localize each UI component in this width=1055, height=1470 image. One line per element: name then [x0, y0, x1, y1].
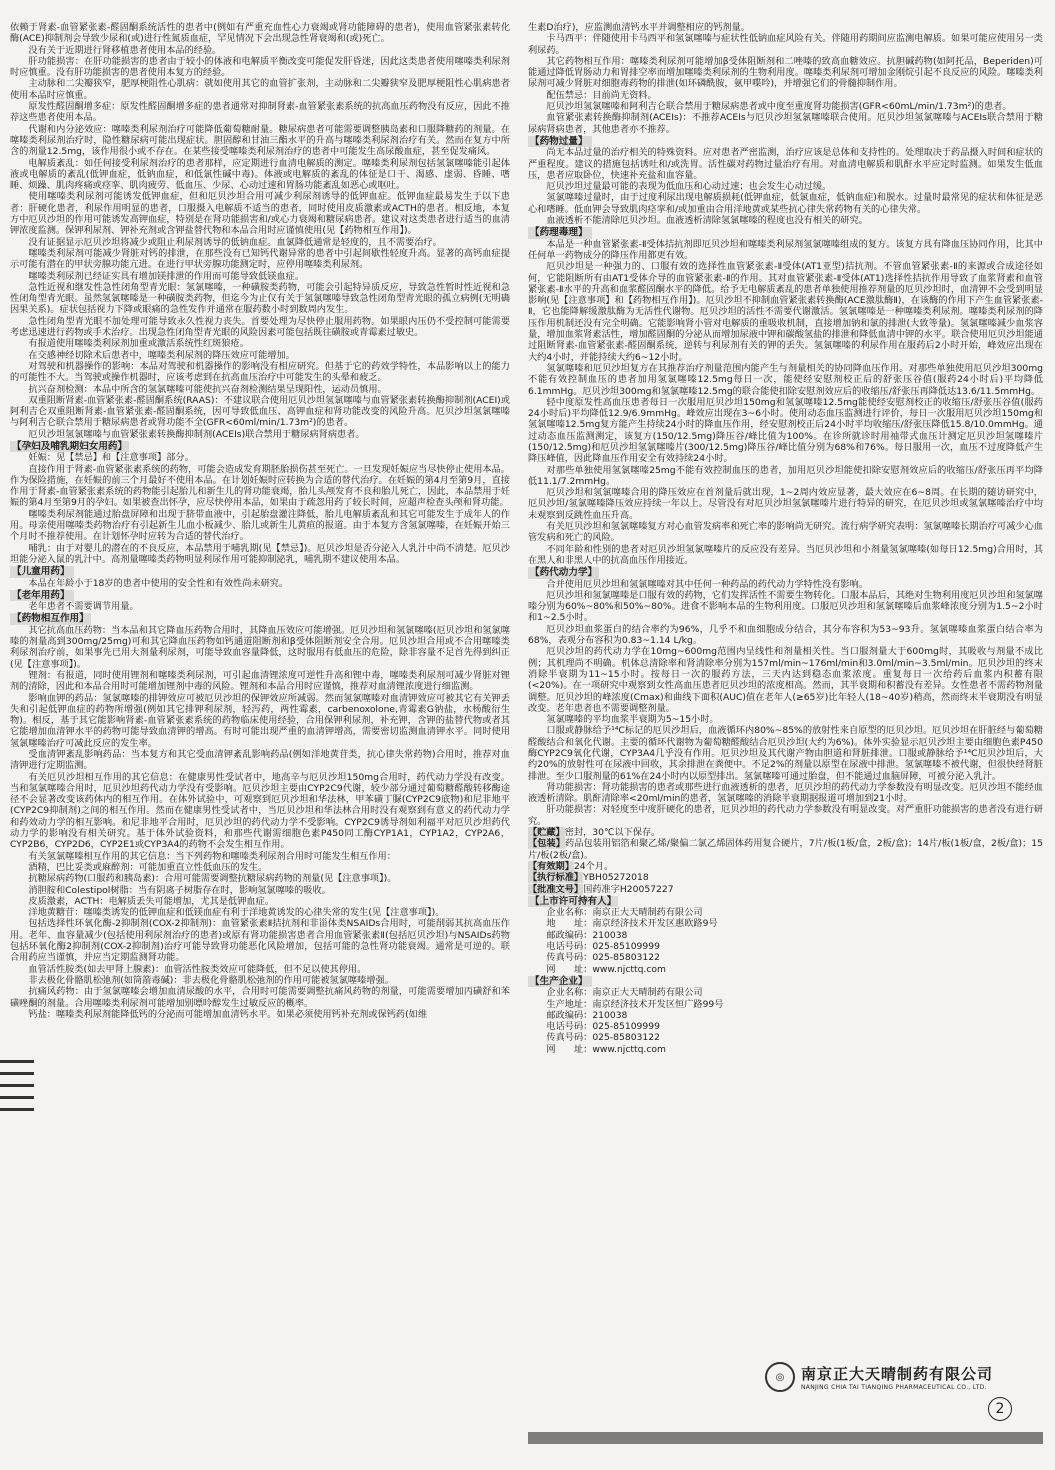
section-header [10, 612, 510, 624]
section-header [10, 589, 510, 601]
body-paragraph: 使用噻嗪类利尿剂可能诱发低钾血症，但和厄贝沙坦合用可减少利尿剂诱导的低钾血症。低钾血症最易发生于以下患者：肝硬化患者，利尿作用明显的患者，口服摄入电解质不适当的患者，同时使用皮质激素或ACTH的患者。相反地，本复方中厄贝沙坦的作用可能诱发高钾血症，特别是在肾功能损害和/或心力衰竭和糖尿病患者。建议对这类患者进行适当的血清钾浓度监测。保钾利尿剂、钾补充剂或含钾盐替代物和本品合用时应谨慎使用(见【药物相互作用】)。 [10, 191, 510, 237]
body-paragraph: 抗兴奋剂检测：本品中所含的氢氯噻嗪可能使抗兴奋剂检测结果呈现阳性，运动员慎用。 [28, 383, 387, 395]
company-name-en: NANJING CHIA TAI TIANQING PHARMACEUTICAL CO., LTD. [801, 1384, 987, 1391]
body-paragraph: 噻嗪类利尿剂已经证实具有增加镁排泄的作用而可能导致低镁血症。 [28, 270, 305, 282]
body-paragraph: 妊娠：见【禁忌】和【注意事项】部分。 [28, 452, 194, 464]
body-paragraph: 配伍禁忌：目前尚无资料。 [546, 89, 657, 101]
section-heading: 【药物相互作用】 [12, 613, 89, 625]
body-paragraph: 肝功能损害：对轻度至中度肝硬化的患者，厄贝沙坦的药代动力学参数没有明显改变。对严重肝功能损害的患者没有进行研究。 [528, 804, 1043, 827]
contact-line: 企业名称：南京正大天晴制药有限公司 [546, 907, 703, 919]
body-paragraph: 其它抗高血压药物：当本品和其它降血压药物合用时，其降血压效应可能增强。厄贝沙坦和氢氯噻嗪(厄贝沙坦和氢氯噻嗪的剂量高到300mg/25mg)可和其它降血压药物如钙通道阻断剂和β受体阻断剂安全合用。厄贝沙坦合用或不合用噻嗪类利尿剂治疗前，如果事先已用大剂量利尿剂，可能导致血容量降低，这时服用有低血压的危险，除非容量不足首先得到纠正(见【注意事项】)。 [10, 624, 510, 670]
section-heading: 【老年用药】 [10, 590, 74, 601]
body-paragraph: 受血清钾紊乱影响药品：当本复方和其它受血清钾紊乱影响药品(例如洋地黄苷类，抗心律失常药物)合用时，推荐对血清钾进行定期监测。 [10, 749, 510, 772]
section-heading: 【药物过量】 [528, 136, 592, 147]
section-heading: 【药代动力学】 [530, 567, 598, 579]
section-heading: 【药理毒理】 [528, 227, 592, 238]
info-field [528, 838, 1043, 861]
field-label: 【贮藏】 [528, 827, 565, 839]
body-paragraph: 不同年龄和性别的患者对厄贝沙坦氢氯噻嗪片的反应没有差异。当厄贝沙坦和小剂量氢氯噻嗪(如每日12.5mg)合用时，其在黑人和非黑人中的抗高血压作用接近。 [528, 543, 1043, 566]
body-paragraph: 急性近视和继发性急性闭角型青光眼：氢氯噻嗪，一种磺胺类药物，可能会引起特异质反应，导致急性暂时性近视和急性闭角型青光眼。虽然氢氯噻嗪是一种磺胺类药物，但迄今为止仅有关于氢氯噻嗪导致急性闭角型青光眼的孤立病例(无明确因果关系)。症状包括视力下降或眼痛的急性发作并通常在服药数小时到数周内发生。 [10, 281, 510, 316]
section-header [528, 566, 1043, 578]
section-header [10, 565, 510, 577]
body-paragraph: 老年患者不需要调节用量。 [28, 601, 139, 613]
section-heading: 【孕妇及哺乳期妇女用药】 [12, 440, 128, 452]
body-paragraph: 肾功能损害：肾功能损害的患者或那些进行血液透析的患者，厄贝沙坦的药代动力学参数没有明显改变。厄贝沙坦不能经血液透析清除。肌酐清除率<20ml/min的患者，氢氯噻嗪的消除半衰期据报道可增加到21小时。 [528, 781, 1043, 805]
body-paragraph: 代谢和内分泌效应：噻嗪类利尿剂治疗可能降低葡萄糖耐量。糖尿病患者可能需要调整胰岛素和口服降糖药的剂量。在噻嗪类利尿剂治疗时，隐性糖尿病可能出现症状。胆固醇和甘油三酯水平的升高与噻嗪类利尿剂治疗有关。然而在复方中所含的剂量12.5mg，该作用很小或不存在。在某些接受噻嗪类利尿剂治疗的患者中可能发生高尿酸血症，甚至促发痛风。 [10, 123, 510, 158]
company-logo [765, 1362, 1045, 1392]
body-paragraph: 厄贝沙坦是一种强力的、口服有效的选择性血管紧张素-Ⅱ受体(AT1亚型)拮抗剂。不管血管紧张素-Ⅱ的来源或合成途径如何，它能阻断所有由AT1受体介导的血管紧张素-Ⅱ的作用。其对血管紧张素-Ⅱ受体(AT1)选择性拮抗作用导致了血浆肾素和血管紧张素-Ⅱ水平的升高和血浆醛固酮水平的降低。给予无电解质紊乱的患者单独使用推荐剂量的厄贝沙坦时，血清钾不会受到明显影响(见【注意事项】和【药物相互作用】)。厄贝沙坦不抑制血管紧张素转换酶(ACE激肽酶Ⅱ)，在该酶的作用下产生血管紧张素-Ⅱ，它也能降解缓激肽酶为无活性代谢物。厄贝沙坦的活性不需要代谢激活。氢氯噻嗪是一种噻嗪类利尿剂。噻嗪类利尿剂的降压作用机制还没有完全明确。它能影响肾小管对电解质的重吸收机制，直接增加钠和氯的排泄(大致等量)。氢氯噻嗪减少血浆容量，增加血浆肾素活性，增加醛固酮的分泌从而增加尿液中钾和碳酸氢盐的排泄和降低血清中钾的水平。联合使用厄贝沙坦能通过阻断肾素-血管紧张素-醛固酮系统，逆转与利尿剂有关的钾的丢失。氢氯噻嗪的利尿作用在服药后2小时开始，峰效应出现在大约4小时，并能持续大约6~12小时。 [528, 261, 1043, 363]
body-paragraph: 有关厄贝沙坦和氢氯噻嗪复方对心血管发病率和死亡率的影响尚无研究。流行病学研究表明：氢氯噻嗪长期治疗可减少心血管发病和死亡的风险。 [528, 521, 1043, 544]
body-paragraph: 原发性醛固酮增多症：原发性醛固酮增多症的患者通常对抑制肾素-血管紧张素系统的抗高血压药物没有反应，因此不推荐这些患者使用本品。 [10, 101, 510, 124]
body-paragraph: 急性闭角型青光眼不加处理可能导致永久性视力丧失。首要处理为尽快停止服用药物。如果眼内压仍不受控制可能需要考虑迅速进行药物或手术治疗。出现急性闭角型青光眼的风险因素可能包括既往磺胺或青霉素过敏史。 [10, 315, 510, 339]
field-label: 【有效期】 [528, 860, 574, 872]
body-paragraph: 锂剂：有报道，同时使用锂剂和噻嗪类利尿剂，可引起血清锂浓度可逆性升高和锂中毒，噻嗪类利尿剂可减少肾脏对锂剂的清除，因此和本品合用时可能增加锂剂中毒的风险。锂剂和本品合用时应谨慎，推荐对血清锂浓度进行细监测。 [10, 669, 510, 693]
field-value: 国药准字H20057227 [583, 883, 674, 895]
body-paragraph: 厄贝沙坦的药代动力学在10mg~600mg范围内呈线性和剂量相关性。当口服剂量大于600mg时，其吸收与剂量不成比例；其机理尚不明确。机体总清除率和肾清除率分别为157ml/min~176ml/min和3.0ml/min~3.5ml/min。厄贝沙坦的终末消除半衰期为11~15小时。按每日一次的服药方法，三天内达到稳态血浆浓度。重复每日一次给药后血浆内积蓄有限(<20%)。在一项研究中观察到女性高血压患者厄贝沙坦的浓度相高。然而，其半衰期和积蓄没有差异。女性患者不需药物剂量调整。厄贝沙坦的峰浓度(Cmax)和曲线下面积(AUC)值在老年人(≥65岁)比年轻人(18~40岁)稍高，然而终末半衰期没有明显改变。老年患者也不需要调整剂量。 [528, 646, 1043, 714]
margin-marks [0, 1060, 40, 1120]
body-paragraph: 没有证据显示厄贝沙坦将减少或阻止利尿剂诱导的低钠血症。血氯降低通常是轻度的，且不需要治疗。 [28, 236, 442, 248]
contact-line: 电话号码：025-85109999 [546, 1021, 660, 1033]
body-paragraph: 酒精，巴比妥类或麻醉剂：可能加重直立性低血压的发生。 [28, 861, 268, 873]
body-paragraph: 主动脉和二尖瓣狭窄，肥厚梗阻性心肌病：就如使用其它的血管扩张剂，主动脉和二尖瓣狭窄及肥厚梗阻性心肌病患者使用本品时应慎重。 [10, 78, 510, 101]
body-paragraph: 噻嗪类利尿剂能通过胎盘屏障和出现于脐带血液中，引起胎盘灌注降低，胎儿电解质紊乱和其它可能发生于成年人的作用。母亲使用噻嗪类药物治疗有引起新生儿血小板减少、胎儿或新生儿黄疸的报道。由于本复方含氢氯噻嗪，在妊娠开始三个月时不推荐使用。在计划怀孕时应转为合适的替代治疗。 [10, 508, 510, 543]
section-header [528, 135, 1043, 147]
body-paragraph: 氢氯噻嗪的平均血浆半衰期为5~15小时。 [546, 714, 719, 726]
body-paragraph: 有关氢氯噻嗪相互作用的其它信息：当下列药物和噻嗪类利尿剂合用时可能发生相互作用： [28, 850, 396, 862]
body-paragraph: 直接作用于肾素-血管紧张素系统的药物，可能会造成发育期胚胎损伤甚至死亡。一旦发现妊娠应当尽快停止使用本品。作为保险措施，在妊娠的前三个月最好不使用本品。在计划妊娠时应转换为合适的替代治疗。在妊娠的第4月至第9月，直接作用于肾素-血管紧张素系统的药物能引起胎儿和新生儿的肾功能衰竭，胎儿头颅发育不良和胎儿死亡，因此，本品禁用于妊娠的第4月至第9月的孕妇。如果被查出怀孕，应尽快停用本品，如果由于疏忽用药了较长时间，应超声检查头颅和肾功能。 [10, 463, 510, 509]
body-paragraph: 噻嗪类利尿剂可能减少肾脏对钙的排泄，在那些没有已知钙代谢异常的患者中引起间歇性轻度升高。显著的高钙血症提示可能有潜在的甲状旁腺功能亢进。在进行甲状旁腺功能测定时，应停用噻嗪类利尿剂。 [10, 247, 510, 271]
body-paragraph: 在交感神经切除术后患者中，噻嗪类利尿剂的降压效应可能增加。 [28, 349, 295, 361]
body-paragraph: 没有关于近期进行肾移植患者使用本品的经验。 [28, 44, 222, 56]
body-paragraph: 包括选择性环氧化酶-2抑制剂(COX-2抑制剂)：血管紧张素Ⅱ拮抗剂和非甾体类NSAIDs合用时，可能削弱其抗高血压作用。老年、血容量减少(包括使用利尿剂治疗的患者)或原有肾功能损害患者合用血管紧张素Ⅱ(包括厄贝沙坦)与NSAIDs药物包括环氧化酶2抑制剂(COX-2抑制剂)治疗可能导致肾功能恶化风险增加，包括可能的急性肾功能衰竭。通常是可逆的。联合用药应当谨慎，并应当定期监测肾功能。 [10, 918, 510, 964]
section-heading: 【上市许可持有人】 [530, 895, 617, 907]
field-value: 密封，30℃以下保存。 [564, 827, 661, 839]
body-paragraph: 尚无本品过量的治疗相关的特殊资料。应对患者严密监测，治疗应该是总体和支持性的。处理取决于药品摄入时间和症状的严重程度。建议的措施包括诱吐和/或洗胃。活性碳对药物过量治疗有用。对血清电解质和肌酐水平应定时监测。如果发生低血压，患者应取卧位，快速补充盐和血容量。 [528, 147, 1043, 181]
body-paragraph: 消胆胺和Colestipol树脂：当有阴离子树脂存在时，影响氢氯噻嗪的吸收。 [28, 884, 331, 896]
body-paragraph: 对那些单独使用氢氯噻嗪25mg不能有效控制血压的患者，加用厄贝沙坦能使扣除安慰剂效应后的收缩压/舒张压再平均降低11.1/7.2mmHg。 [528, 464, 1043, 487]
body-paragraph: 氢氯噻嗪过量时，由于过度利尿出现电解质损耗(低钾血症，低氯血症，低钠血症)和脱水。过量时最常见的症状和体征是恶心和嗜睡。低血钾会导致肌肉痉挛和/或加重由合用洋地黄或某些抗心律失常药物有关的心律失常。 [528, 192, 1043, 215]
section-header [528, 226, 1043, 238]
page-number: 2 [988, 1397, 1012, 1421]
body-paragraph: 氢氯噻嗪和厄贝沙坦复方在其推荐治疗剂量范围内能产生与剂量相关的协同降血压作用。对那些单独使用厄贝沙坦300mg不能有效控制血压的患者加用氢氯噻嗪12.5mg每日一次，能使经安慰剂校正后的舒张压谷值(服药24小时后)平均降低6.1mmHg。厄贝沙坦300mg和氢氯噻嗪12.5mg的联合能使扣除安慰剂效应后的收缩压/舒张压再降低达13.6/11.5mmHg。 [528, 362, 1043, 397]
info-field [528, 827, 1043, 838]
body-paragraph: 抗痛风药物：由于氢氯噻嗪会增加血清尿酸的水平，合用时可能需要调整抗痛风药物的剂量，可能需要增加丙磺舒和苯磺唑酮的剂量。合用噻嗪类利尿剂可能增加别嘌呤醇发生过敏反应的概率。 [10, 986, 510, 1009]
section-header [10, 440, 510, 452]
body-paragraph: 抗糖尿病药物(口服药和胰岛素)：合用可能需要调整抗糖尿病药物的剂量(见【注意事项】)。 [28, 873, 397, 885]
body-paragraph: 厄贝沙坦和氢氯噻嗪是口服有效的药物，它们发挥活性不需要生物转化。口服本品后，其绝对生物利用度厄贝沙坦和氢氯噻嗪分别为60%~80%和50%~80%。进食不影响本品的生物利用度。口服厄贝沙坦和氢氯噻嗪后血浆峰浓度分别为1.5~2小时和1~2.5小时。 [528, 589, 1043, 624]
contact-line: 邮政编码：210038 [546, 929, 628, 941]
body-paragraph: 影响血钾的药品：氢氯噻嗪的排钾效应可被厄贝沙坦的保钾效应所减弱。然而氢氯噻嗪对血清钾效应可被其它有关钾丢失和引起低钾血症的药物所增强(例如其它排钾利尿剂，轻泻药，两性霉素，carbenoxolone,青霉素G钠盐，水杨酸衍生物)。相反，基于其它能影响肾素-血管紧张素系统的药物临床使用经验，合用保钾利尿剂，补充钾，含钾的盐替代物或者其它能增加血清钾水平的药物可能导致血清钾的增高。有时可能出现严重的血清钾增高，需要密切监测血清钾水平。同时使用氢氯噻嗪治疗可减此反应的发生率。 [10, 692, 510, 749]
body-paragraph: 有报道使用噻嗪类利尿剂加重或激活系统性红斑狼疮。 [28, 338, 249, 350]
contact-line: 企业名称：南京正大天晴制药有限公司 [546, 987, 703, 999]
right-text-column [528, 22, 1043, 1322]
contact-line: 传真号码：025-85803122 [546, 1032, 660, 1044]
body-paragraph: 厄贝沙坦氢氯噻嗪和阿利吉仑联合禁用于糖尿病患者或中度至重度肾功能损害(GFR<60mL/min/1.73m²)的患者。 [546, 101, 1012, 113]
body-paragraph: 本品在年龄小于18岁的患者中使用的安全性和有效性尚未研究。 [28, 577, 289, 589]
body-paragraph: 洋地黄糖苷：噻嗪类诱发的低钾血症和低镁血症有利于洋地黄诱发的心律失常的发生(见【注意事项】)。 [28, 907, 445, 919]
body-paragraph: 厄贝沙坦血浆蛋白的结合率约为96%，几乎不和血细胞成分结合，其分布容积为53~93升。氢氯噻嗪血浆蛋白结合率为68%，表观分布容积为0.83~1.14 L/kg。 [528, 623, 1043, 647]
field-label: 【包装】 [528, 838, 566, 850]
contact-line: 网 址：www.njcttq.com [546, 1043, 666, 1055]
contact-line: 电话号码：025-85109999 [546, 941, 660, 953]
body-paragraph: 肝功能损害：在肝功能损害的患者由于较小的体液和电解质平衡改变可能促发肝昏迷，因此这类患者使用噻嗪类利尿剂时应慎重。没有肝功能损害的患者使用本复方的经验。 [10, 55, 510, 79]
field-label: 【执行标准】 [528, 872, 584, 884]
body-paragraph: 电解质紊乱：如任何接受利尿剂治疗的患者那样，应定期进行血清电解质的测定。噻嗪类利尿剂包括氢氯噻嗪能引起体液或电解质的紊乱(低钾血症，低钠血症，和低氯性碱中毒)。体液或电解质的紊乱的体征是口干、渴感、虚弱、昏睡、嗜睡、烦躁、肌肉疼痛或痉挛、肌肉疲劳、低血压、少尿、心动过速和胃肠功能紊乱如恶心或呕吐。 [10, 157, 510, 192]
body-paragraph: 合并使用厄贝沙坦和氢氯噻嗪对其中任何一种药品的药代动力学特性没有影响。 [546, 578, 868, 590]
field-value: YBH05272018 [583, 872, 649, 884]
body-paragraph: 生素D治疗)，应监测血清钙水平并调整相应的钙剂量。 [528, 22, 750, 33]
company-name-cn: 南京正大天晴制药有限公司 [801, 1365, 994, 1383]
body-paragraph: 厄贝沙坦和氢氯噻嗪合用的降压效应在首剂量后就出现，1~2周内效应显著，最大效应在6~8周。在长期的随访研究中，厄贝沙坦/氢氯噻嗪降压效应持续一年以上。尽管没有对厄贝沙坦氢氯噻嗪片进行特异的研究，在厄贝沙坦或氢氯噻嗪治疗中均未观察到反跳性血压升高。 [528, 487, 1043, 521]
section-heading: 【儿童用药】 [10, 566, 74, 577]
body-paragraph: 血管活性胺类(如去甲肾上腺素)：血管活性胺类效应可能降低，但不足以使其停用。 [28, 963, 367, 975]
section-heading: 【生产企业】 [528, 976, 592, 987]
body-paragraph: 哺乳：由于对婴儿的潜在的不良反应，本品禁用于哺乳期(见【禁忌】)。厄贝沙坦是否分泌入人乳汁中尚不清楚。厄贝沙坦能分泌入鼠的乳汁中。高剂量噻嗪类药物明显利尿作用可能抑制泌乳，哺乳期不建议使用本品。 [10, 542, 510, 565]
body-paragraph: 厄贝沙坦过量最可能的表现为低血压和心动过速；也会发生心动过缓。 [546, 181, 832, 193]
body-paragraph: 卡马西平：伴随使用卡马西平和氢氯噻嗪与症状性低钠血症风险有关。伴随用药期间应监测电解质。如果可能应使用另一类利尿药。 [528, 33, 1043, 56]
contact-line: 网 址：www.njcttq.com [546, 963, 666, 975]
chia-tai-logo-icon: ◎ [765, 1362, 795, 1392]
contact-line: 生产地址：南京经济技术开发区恒广路99号 [546, 998, 724, 1010]
body-paragraph: 轻中度原发性高血压患者每日一次服用厄贝沙坦150mg和氢氯噻嗪12.5mg能使经安慰剂校正的收缩压/舒张压谷值(服药24小时后)平均降低12.9/6.9mmHg。峰效应出现在3~6小时。使用动态血压监测进行评价，每日一次服用厄贝沙坦150mg和氢氯噻嗪12.5mg复方能产生持续24小时的降血压作用，经安慰剂校正后24小时平均收缩压/舒张压降低15.8/10.0mmHg。通过动态血压监测测定，该复方(150/12.5mg)降压谷/峰比值为100%。在诊所就诊时用袖带式血压计测定厄贝沙坦氢噻嗪片(150/12.5mg)和厄贝沙坦氢氯噻嗪片(300/12.5mg)降压谷/峰比值分别为68%和76%。每日服用一次，血压不过度降低产生降压峰值，因此降血压作用安全有效持续24小时。 [528, 396, 1043, 465]
body-paragraph: 血液透析不能清除厄贝沙坦。血液透析清除氢氯噻嗪的程度也没有相关的研究。 [546, 215, 868, 227]
info-field [528, 884, 1043, 895]
body-paragraph: 钙盐：噻嗪类利尿剂能降低钙的分泌而可能增加血清钙水平。如果必须使用钙补充剂或保钙药(如维 [28, 1008, 428, 1020]
body-paragraph: 厄贝沙坦氢氯噻嗪与血管紧张素转换酶抑制剂(ACEIs)联合禁用于糖尿病肾病患者。 [28, 428, 365, 440]
body-paragraph: 依赖于肾素-血管紧张素-醛固酮系统活性的患者中(例如有严重充血性心力衰竭或肾功能障碍的患者)，使用血管紧张素转化酶(ACE)抑制剂会导致少尿和(或)进行性氮质血症，罕见情况下会出现急性肾衰竭和(或)死亡。 [10, 22, 510, 45]
body-paragraph: 对驾驶和机器操作的影响：本品对驾驶和机器操作的影响没有相应研究。但基于它的药效学特性，本品影响以上的能力的可能性不大。当驾驶或操作机器时，应该考虑到在抗高血压治疗中可能发生的头晕和疲乏。 [10, 360, 510, 384]
field-value: 药品包装用铝箔和聚乙烯/聚偏二氯乙烯固体药用复合硬片，7片/板(1板/盒，2板/盒)；14片/板(1板/盒，2板/盒)；15片/板(2板/盒)。 [528, 838, 1043, 861]
body-paragraph: 皮质激素，ACTH：电解质丢失可能增加，尤其是低钾血症。 [28, 895, 274, 907]
contact-line: 邮政编码：210038 [546, 1009, 628, 1021]
section-header [528, 975, 1043, 987]
body-paragraph: 其它药物相互作用：噻嗪类利尿剂可能增加β受体阻断剂和二唑嗪的致高血糖效应。抗胆碱药物(如阿托品，Beperiden)可能通过降低胃肠动力和胃排空率而增加噻嗪类利尿剂的生物利用度。噻嗪类利尿剂可增加金刚烷引起不良反应的风险。噻嗪类利尿剂可减少肾脏对细胞毒药物的排泄(如环磷酰胺，氨甲喋呤)，并增强它们的骨髓抑制作用。 [528, 55, 1043, 90]
info-field [528, 861, 1043, 872]
field-value: 24个月。 [573, 860, 614, 872]
body-paragraph: 血管紧张素转换酶抑制剂(ACEIs)：不推荐ACEIs与厄贝沙坦氢氯噻嗪联合使用。厄贝沙坦氢氯噻嗪与ACEIs联合禁用于糖尿病肾病患者，其他患者亦不推荐。 [528, 112, 1043, 135]
contact-line: 传真号码：025-85803122 [546, 952, 660, 964]
body-paragraph: 本品是一种血管紧张素-Ⅱ受体拮抗剂即厄贝沙坦和噻嗪类利尿剂氢氯噻嗪组成的复方。该复方具有降血压协同作用，比其中任何单一药物成分的降压作用都更有效。 [528, 238, 1043, 261]
body-paragraph: 双重阻断肾素-血管紧张素-醛固酮系统(RAAS)：不建议联合使用厄贝沙坦氢氯噻嗪与血管紧张素转换酶抑制剂(ACEI)或阿利吉仑双重阻断肾素-血管紧张素-醛固酮系统，因可导致低血压、高钾血症和肾功能改变的风险升高。厄贝沙坦氢氯噻嗪与阿利吉仑联合禁用于糖尿病患者或肾功能不全(GFR<60ml/min/1.73m²)的患者。 [10, 394, 510, 429]
footer-bar [528, 1432, 1043, 1444]
field-label: 【批准文号】 [528, 883, 584, 895]
body-paragraph: 有关厄贝沙坦相互作用的其它信息：在健康男性受试者中，地高辛与厄贝沙坦150mg合用时，药代动力学没有改变。当和氢氯噻嗪合用时，厄贝沙坦药代动力学没有受影响。厄贝沙坦主要由CYP2C9代谢，较少部分通过葡萄糖醛酸转移酶途径不会显著改变该药体内的相互作用。在体外试验中，可观察到厄贝沙坦和华法林，甲苯磺丁脲(CYP2C9底物)和尼非地平(CYP2C9抑制剂)之间的相互作用。然而在健康男性受试者中，当厄贝沙坦和华法林合用时没有观察到有意义的药代动力学和药效动力学的相互影响。和尼非地平合用时，厄贝沙坦的药代动力学不受影响。CYP2C9诱导剂如利福平对厄贝沙坦药代动力学的影响没有相关研究。基于体外试验资料，和那些代谢需细胞色素P450同工酶CYP1A1，CYP1A2，CYP2A6，CYP2B6，CYP2D6，CYP2E1或CYP3A4的药物不会发生相互作用。 [10, 771, 510, 851]
section-header [528, 895, 1043, 907]
left-text-column [10, 22, 510, 1462]
body-paragraph: 口服或静脉给予¹⁴C标记的厄贝沙坦后，血液循环内80%~85%的放射性来自原型的厄贝沙坦。厄贝沙坦在肝脏经与葡萄糖醛酸结合和氧化代谢。主要的循环代谢物为葡萄糖醛酸结合厄贝沙坦(大约为6%)。体外实验显示厄贝沙坦主要由细胞色素P450酶CYP2C9氧化代谢，CYP3A4几乎没有作用。厄贝沙坦及其代谢产物由胆道和肾脏排泄。口服或静脉给予¹⁴C厄贝沙坦后，大约20%的放射性可在尿液中回收，其余排泄在粪便中。不足2%的剂量以原型在尿液中排泄。氢氯噻嗪不被代谢，但很快经肾脏排泄。至少口服剂量的61%在24小时内以原型排出。氢氯噻嗪可通过胎盘，但不能通过血脑屏障，可被分泌入乳汁。 [528, 725, 1043, 782]
info-field [528, 872, 1043, 883]
body-paragraph: 非去极化骨骼肌松弛剂(如筒箭毒碱)：非去极化骨骼肌松弛剂的作用可能被氢氯噻嗪增强。 [28, 974, 394, 986]
contact-line: 地 址：南京经济技术开发区惠欧路9号 [546, 918, 718, 930]
